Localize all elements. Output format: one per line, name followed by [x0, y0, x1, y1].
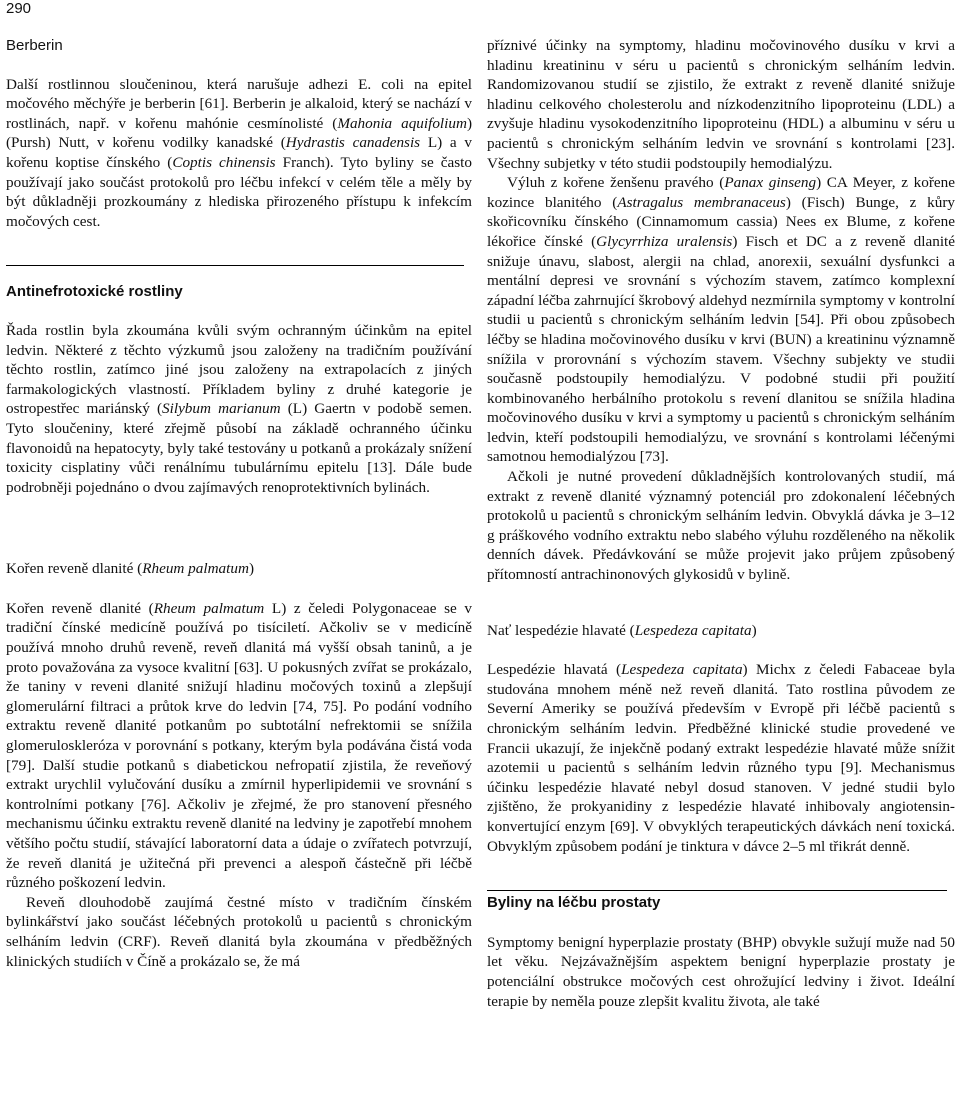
subsection-heading-rheum: Kořen reveně dlanité (Rheum palmatum) [6, 560, 254, 578]
italic-term: Lespedeza capitata [634, 621, 752, 639]
paragraph-prostate: Symptomy benigní hyperplazie prostaty (BHP) obvykle sužují muže nad 50 let věku. Nejzávažnějším aspektem benigní hyperplazie prostaty je potenciální obstrukce močových cest ohrožující ledviny i život. Ideální terapie by neměla pouze zlepšit kvalitu života, ale také [487, 933, 955, 1010]
paragraph-rheum-continued: příznivé účinky na symptomy, hladinu močovinového dusíku v krvi a hladinu kreatininu v séru u pacientů s chronickým selháním ledvin. Randomizovanou studií se zjistilo, že extrakt z reveně dlanité snižuje hladinu celkového cholesterolu and nízkodenzitního lipoproteinu (LDL) a zvyšuje hladinu vysokodenzitního lipoproteinu (HDL) a albuminu v séru u pacientů s chronickým selháním ledvin ve srovnání s kontrolami [23]. Všechny subjetky v této studii podstoupily hemodialýzu. [487, 37, 955, 172]
italic-term: Astragalus membranaceus [617, 193, 786, 211]
section-heading-antinefrotoxic: Antinefrotoxické rostliny [6, 283, 183, 301]
paragraph-dosage: Ačkoli je nutné provedení důkladnějších kontrolovaných studií, má extrakt z reveně dlanité významný potenciál pro zdokonalení léčebných protokolů u pacientů s chronickým selháním ledvin. Obvyklá dávka je 3–12 g práškového vodního extraktu nebo slabého výluhu rozděleného na několik denních dávek. Předávkování se může projevit jako průjem způsobený přítomností antrachinonových glykosidů v bylině. [487, 468, 955, 584]
section-heading-berberin: Berberin [6, 37, 63, 54]
right-column [487, 36, 955, 1011]
italic-term: Silybum marianum [162, 400, 281, 418]
page-number: 290 [6, 0, 32, 17]
italic-term: Rheum palmatum [153, 599, 265, 617]
italic-term: Rheum palmatum [142, 560, 249, 578]
italic-term: Coptis chinensis [172, 153, 276, 171]
italic-term: Glycyrrhiza uralensis [596, 232, 733, 250]
paragraph-rheum-2: Reveň dlouhodobě zaujímá čestné místo v tradičním čínském bylinkářství jako součást léčebných protokolů u pacientů s chronickým selháním ledvin (CRF). Reveň dlanitá byla zkoumána v předběžných klinických studiích v Číně a prokázalo se, že má [6, 893, 472, 970]
paragraph-antinefrotoxic: Řada rostlin byla zkoumána kvůli svým ochranným účinkům na epitel ledvin. Některé z těchto výzkumů jsou založeny na tradičním používání těchto rostlin, zatímco jiné jsou založeny na extrapolacích z jiných farmakologických vlastností. Příkladem byliny z druhé kategorie je ostropestřec mariánský (Silybum marianum (L) Gaertn v podobě semen. Tyto sloučeniny, které zřejmě působí na základě ochranného účinku flavonoidů na hepatocyty, byly také testovány u potkanů a prokázaly snížení toxicity cisplatiny vůči renálnímu tubulárnímu epitelu [13]. Dále bude podrobněji pojednáno o dvou zajímavých renoprotektivních bylinách. [6, 321, 473, 496]
paragraph-lespedeza: Lespedézie hlavatá (Lespedeza capitata) Michx z čeledi Fabaceae byla studována mnohem méně než reveň dlanitá. Tato rostlina původem ze Severní Ameriky se používá především v Evropě při léčbě pacientů s chronickým selháním ledvin. Předběžné klinické studie provedené ve Francii ukazují, že injekčně podaný extrakt lespedézie hlavaté může snížit azotemii u pacientů s selháním ledvin různého typu [9]. Mechanismus účinku lespedézie hlavaté nebyl dosud stanoven. V jedné studii bylo zjištěno, že prokyanidiny z lespedézie hlavaté inhibovaly angiotensin-konvertující enzym [69]. V obvyklých terapeutických dávkách není toxická. Obvyklým způsobem podání je tinktura v dávce 2–5 ml třikrát denně. [487, 661, 956, 855]
section-divider [6, 265, 464, 266]
italic-term: Lespedeza capitata [621, 661, 743, 679]
paragraph-rheum-1: Kořen reveně dlanité (Rheum palmatum L) z čeledi Polygonaceae se v tradiční čínské medicíně používá po tisíciletí. Ačkoliv se v medicíně používá mnoho druhů reveně, reveň dlanitá má vyšší obsah taninů, a je proto považována za vysoce kvalitní [63]. U pokusných zvířat se prokázalo, že taniny v reveni dlanité snižují hladinu močových toxinů a zlepšují glomerulární filtraci a průtok krve do ledvin [74, 75]. Po podání vodního extraktu reveně dlanité potkanům po subtotální nefrektomii se snížila glomeruloskleróza v porovnání s potkany, kterým byla podávána čistá voda [79]. Další studie potkanů s diabetickou nefropatií zjistila, že reveňový extrakt urychlil vylučování dusíku a zmírnil hyperlipidemii ve srovnání s kontrolními potkany [76]. Ačkoliv je zřejmé, že pro stanovení přesného mechanismu účinku extraktu reveně dlanité na ledviny je zapotřebí mnohem většího počtu studií, stávající laboratorní data a údaje o zvířatech potvrzují, že reveň dlanitá je užitečná při prevenci a alespoň částečně při léčbě různého poškození ledvin. [6, 599, 472, 892]
subsection-heading-lespedeza: Nať lespedézie hlavaté (Lespedeza capitata) [487, 621, 757, 639]
section-divider-prostate [487, 890, 947, 891]
italic-term: Mahonia aquifolium [337, 114, 467, 132]
left-column [6, 36, 472, 971]
paragraph-berberin: Další rostlinnou sloučeninou, která narušuje adhezi E. coli na epitel močového měchýře je berberin [61]. Berberin je alkaloid, který se nachází v rostlinách, např. v kořenu mahónie cesmínolisté (Mahonia aquifolium) (Pursh) Nutt, v kořenu vodilky kanadské (Hydrastis canadensis L) a v kořenu koptise čínského (Coptis chinensis Franch). Tyto byliny se často používají jako součást protokolů pro léčbu infekcí v celém těle a měly by být důkladněji prozkoumány z hlediska přirozeného přístupu k infekcím močových cest. [6, 75, 472, 230]
italic-term: Panax ginseng [724, 174, 817, 192]
paragraph-ginseng: Výluh z kořene ženšenu pravého (Panax ginseng) CA Meyer, z kořene kozince blanitého (Astragalus membranaceus) (Fisch) Bunge, z kůry skořicovníku čínského (Cinnamomum cassia) Nees ex Blume, z kořene lékořice čínské (Glycyrrhiza uralensis) Fisch et DC a z reveně dlanité snižuje únavu, slabost, alergii na chlad, anorexii, sexuální dysfunkci a mentální depresi ve srovnání s výchozím stavem, zatímco komplexní západní léčba zahrnující škrobový aldehyd nezmírnila symptomy v kontrolní studii u pacientů s chronickým selháním ledvin [54]. Při obou způsobech léčby se hladina močovinového dusíku v krvi (BUN) a kreatininu významně snížila v prorovnání s výchozím stavem. Všechny subjekty ve studii současně podstoupily hemodialýzu. V podobné studii při použití kombinovaného herbálního protokolu s revení dlanitou se snížila hladina močovinového dusíku v krvi a symptomy u pacientů s chronickým selháním ledvin, kteří podstoupili hemodialýzu, ve srovnání s kontrolami léčenými samotnou hemodialýzou [73]. [487, 174, 956, 466]
italic-term: Hydrastis canadensis [285, 134, 421, 152]
section-heading-prostate: Byliny na léčbu prostaty [487, 894, 661, 912]
